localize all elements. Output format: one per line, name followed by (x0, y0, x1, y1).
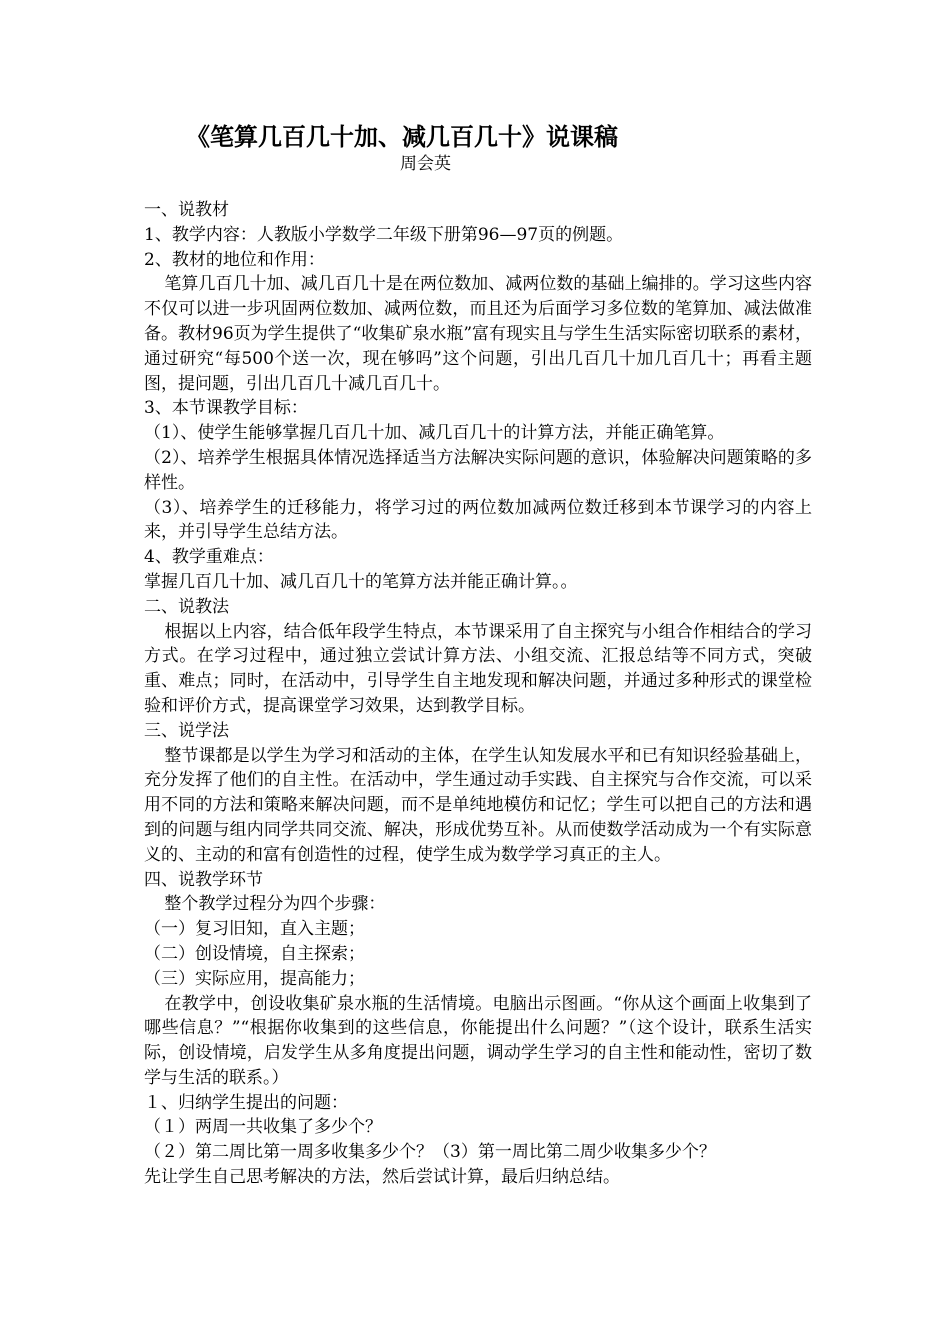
section-heading: 二、说教法 (144, 596, 229, 617)
paragraph: 笔算几百几十加、减几百几十是在两位数加、减两位数的基础上编排的。学习这些内容不仅可以进一步巩固两位数加、减两位数，而且还为后面学习多位数的笔算加、减法做准备。教材96页为学生提供了“收集矿泉水瓶”富有现实且与学生生活实际密切联系的素材，通过研究“每500个送一次，现在够吗”这个问题，引出几百几十加几百几十；再看主题图，提问题，引出几百几十减几百几十。 (144, 274, 813, 394)
section-heading: 四、说教学环节 (144, 869, 263, 890)
list-item: （1）、使学生能够掌握几百几十加、减几百几十的计算方法，并能正确笔算。 (144, 423, 725, 444)
paragraph: 3、本节课教学目标： (144, 398, 308, 419)
list-item: （2）、培养学生根据具体情况选择适当方法解决实际问题的意识，体验解决问题策略的多样性。 (144, 447, 812, 493)
list-item: （三）实际应用，提高能力； (144, 968, 365, 989)
list-item: （一）复习旧知，直入主题； (144, 919, 365, 940)
paragraph: 2、教材的地位和作用： (144, 249, 325, 270)
paragraph: 先让学生自己思考解决的方法，然后尝试计算，最后归纳总结。 (144, 1167, 620, 1188)
list-item: （二）创设情境，自主探索； (144, 943, 365, 964)
paragraph: 整个教学过程分为四个步骤： (164, 894, 386, 915)
document-body (144, 198, 812, 1190)
section-heading: 一、说教材 (144, 200, 229, 220)
paragraph: 1、教学内容：人教版小学数学二年级下册第96—97页的例题。 (144, 224, 624, 245)
document-title: 《笔算几百几十加、减几百几十》说课稿 (186, 122, 618, 151)
paragraph: 整节课都是以学生为学习和活动的主体，在学生认知发展水平和已有知识经验基础上，充分发挥了他们的自主性。在活动中，学生通过动手实践、自主探究与合作交流，可以采用不同的方法和策略来解决问题，而不是单纯地模仿和记忆；学生可以把自己的方法和遇到的问题与组内同学共同交流、解决，形成优势互补。从而使数学活动成为一个有实际意义的、主动的和富有创造性的过程，使学生成为数学学习真正的主人。 (144, 745, 812, 865)
document-author: 周会英 (400, 154, 451, 174)
paragraph: 掌握几百几十加、减几百几十的笔算方法并能正确计算。。 (144, 571, 578, 592)
paragraph: 4、教学重难点： (144, 547, 274, 568)
section-heading: 三、说学法 (144, 720, 229, 741)
list-item: （２）第二周比第一周多收集多少个？（3）第一周比第二周少收集多少个？ (144, 1142, 716, 1163)
paragraph: 根据以上内容，结合低年段学生特点，本节课采用了自主探究与小组合作相结合的学习方式。在学习过程中，通过独立尝试计算方法、小组交流、汇报总结等不同方式，突破重、难点；同时，在活动中，引导学生自主地发现和解决问题，并通过多种形式的课堂检验和评价方式，提高课堂学习效果，达到教学目标。 (144, 621, 812, 716)
paragraph: １、归纳学生提出的问题： (144, 1092, 348, 1113)
list-item: （3）、培养学生的迁移能力，将学习过的两位数加减两位数迁移到本节课学习的内容上来，并引导学生总结方法。 (144, 497, 812, 543)
list-item: （１）两周一共收集了多少个？ (144, 1117, 382, 1138)
paragraph: 在教学中，创设收集矿泉水瓶的生活情境。电脑出示图画。“你从这个画面上收集到了哪些信息？”“根据你收集到的这些信息，你能提出什么问题？”（这个设计，联系生活实际，创设情境，启发学生从多角度提出问题，调动学生学习的自主性和能动性，密切了数学与生活的联系。） (144, 993, 812, 1088)
